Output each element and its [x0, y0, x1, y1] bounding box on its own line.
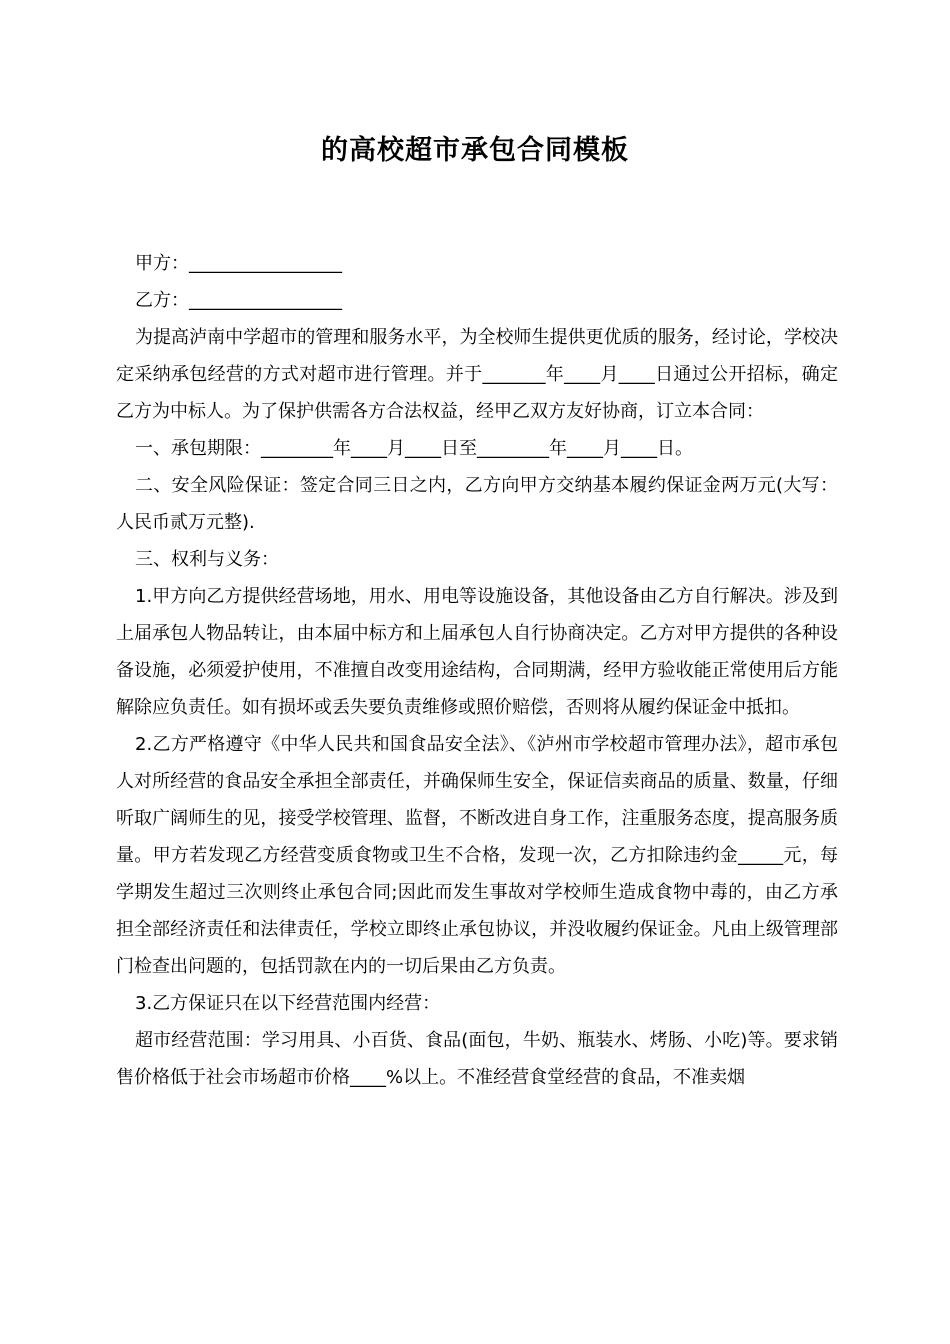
clause-security-deposit: 二、安全风险保证：签定合同三日之内，乙方向甲方交纳基本履约保证金两万元(大写：人民币贰万元整).	[116, 475, 838, 533]
clause-item-3: 3.乙方保证只在以下经营范围内经营：	[135, 993, 441, 1014]
document-title: 的高校超市承包合同模板	[321, 135, 629, 166]
intro-paragraph: 为提高泸南中学超市的管理和服务水平，为全校师生提供更优质的服务，经讨论，学校决定采纳承包经营的方式对超市进行管理。并于_______年____月____日通过公开招标，确定乙方为中标人。为了保护供需各方合法权益，经甲乙双方友好协商，订立本合同：	[116, 327, 838, 422]
party-a-line: 甲方：_________________	[135, 253, 342, 274]
clause-term: 一、承包期限：________年____月____日至________年____月____日。	[135, 438, 693, 459]
clause-item-1: 1.甲方向乙方提供经营场地，用水、用电等设施设备，其他设备由乙方自行解决。涉及到上届承包人物品转让，由本届中标方和上届承包人自行协商决定。乙方对甲方提供的各种设备设施，必须爱护使用，不准擅自改变用途结构，合同期满，经甲方验收能正常使用后方能解除应负责任。如有损坏或丢失要负责维修或照价赔偿，否则将从履约保证金中抵扣。	[116, 586, 838, 718]
business-scope-paragraph: 超市经营范围：学习用具、小百货、食品(面包，牛奶、瓶装水、烤肠、小吃)等。要求销售价格低于社会市场超市价格____%以上。不准经营食堂经营的食品，不准卖烟	[116, 1030, 838, 1088]
clause-rights-heading: 三、权利与义务：	[135, 549, 279, 570]
clause-item-2: 2.乙方严格遵守《中华人民共和国食品安全法》、《泸州市学校超市管理办法》，超市承包人对所经营的食品安全承担全部责任，并确保师生安全，保证信卖商品的质量、数量，仔细听取广阔师生的见，接受学校管理、监督，不断改进自身工作，注重服务态度，提高服务质量。甲方若发现乙方经营变质食物或卫生不合格，发现一次，乙方扣除违约金_____元，每学期发生超过三次则终止承包合同;因此而发生事故对学校师生造成食物中毒的，由乙方承担全部经济责任和法律责任，学校立即终止承包协议，并没收履约保证金。凡由上级管理部门检查出问题的，包括罚款在内的一切后果由乙方负责。	[116, 734, 838, 977]
document-body	[116, 245, 838, 1096]
party-b-line: 乙方：_________________	[135, 290, 342, 311]
